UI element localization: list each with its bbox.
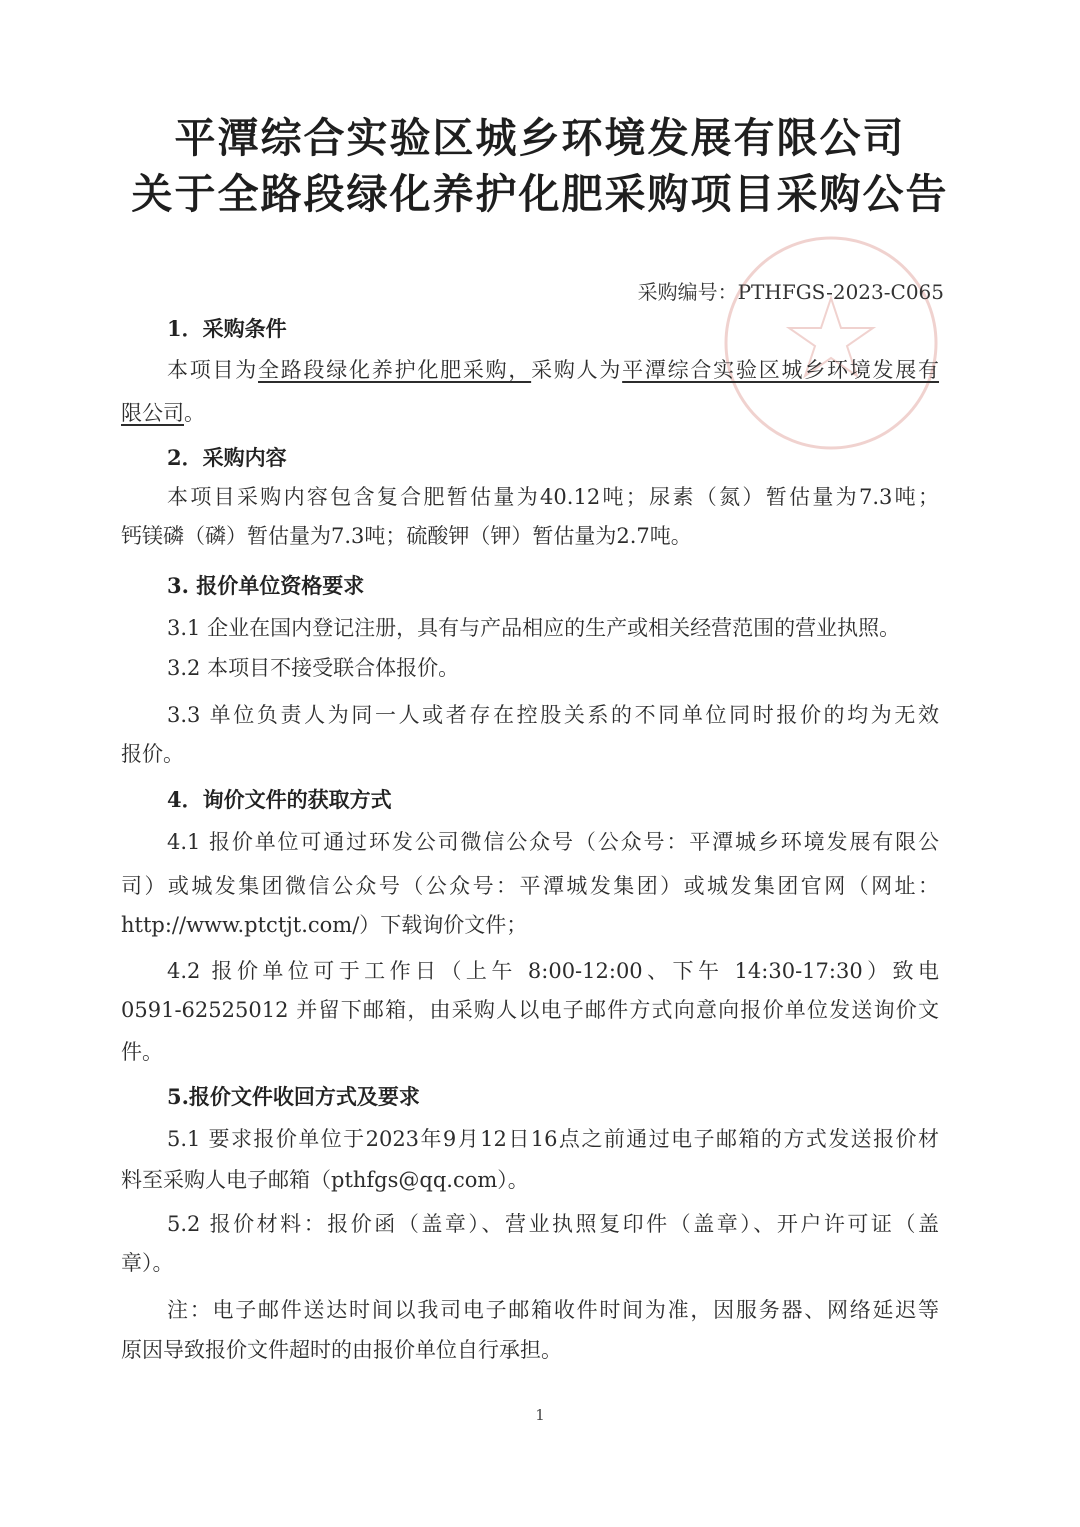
note-line-1: 注：电子邮件送达时间以我司电子邮箱收件时间为准，因服务器、网络延迟等 bbox=[167, 1298, 939, 1322]
section-4-item-2-line-3: 件。 bbox=[121, 1040, 163, 1064]
section-2-line-1: 本项目采购内容包含复合肥暂估量为40.12吨；尿素（氮）暂估量为7.3吨； bbox=[167, 485, 939, 509]
note-line-2: 原因导致报价文件超时的由报价单位自行承担。 bbox=[121, 1338, 562, 1362]
section-5-item-1-line-1: 5.1 要求报价单位于2023年9月12日16点之前通过电子邮箱的方式发送报价材 bbox=[167, 1127, 939, 1151]
section-5-item-1-line-2: 料至采购人电子邮箱（pthfgs@qq.com）。 bbox=[121, 1168, 529, 1192]
section-1-heading: 1．采购条件 bbox=[167, 316, 287, 341]
section-5-item-2-line-1: 5.2 报价材料：报价函（盖章）、营业执照复印件（盖章）、开户许可证（盖 bbox=[167, 1212, 939, 1236]
procurement-code: 采购编号：PTHFGS-2023-C065 bbox=[637, 280, 944, 304]
section-1-paragraph-line-1: 本项目为全路段绿化养护化肥采购，采购人为平潭综合实验区城乡环境发展有 bbox=[167, 358, 940, 382]
section-3-heading: 3. 报价单位资格要求 bbox=[167, 573, 365, 598]
section-1-paragraph-line-2: 限公司。 bbox=[121, 401, 205, 425]
section-5-item-2-line-2: 章）。 bbox=[121, 1251, 174, 1275]
section-3-item-3-line-1: 3.3 单位负责人为同一人或者存在控股关系的不同单位同时报价的均为无效 bbox=[167, 703, 939, 727]
document-title-line-1: 平潭综合实验区城乡环境发展有限公司 bbox=[174, 114, 906, 162]
section-4-item-2-line-1: 4.2 报价单位可于工作日（上午 8:00-12:00、下午 14:30-17:30）致电 bbox=[167, 959, 939, 983]
document-title-line-2: 关于全路段绿化养护化肥采购项目采购公告 bbox=[131, 170, 949, 218]
section-4-item-2-line-2: 0591-62525012 并留下邮箱，由采购人以电子邮件方式向意向报价单位发送询价文 bbox=[121, 998, 939, 1022]
section-5-heading: 5.报价文件收回方式及要求 bbox=[167, 1084, 420, 1109]
official-seal-stamp bbox=[716, 228, 946, 458]
section-2-line-2: 钙镁磷（磷）暂估量为7.3吨；硫酸钾（钾）暂估量为2.7吨。 bbox=[121, 524, 692, 548]
section-3-item-3-line-2: 报价。 bbox=[121, 742, 184, 766]
section-4-heading: 4．询价文件的获取方式 bbox=[167, 787, 392, 812]
section-3-item-1: 3.1 企业在国内登记注册，具有与产品相应的生产或相关经营范围的营业执照。 bbox=[167, 616, 901, 640]
page-number: 1 bbox=[535, 1406, 545, 1424]
section-3-item-2: 3.2 本项目不接受联合体报价。 bbox=[167, 656, 460, 680]
section-2-heading: 2．采购内容 bbox=[167, 445, 287, 470]
section-4-item-1-line-3: http://www.ptctjt.com/）下载询价文件； bbox=[121, 913, 528, 937]
section-4-item-1-line-1: 4.1 报价单位可通过环发公司微信公众号（公众号：平潭城乡环境发展有限公 bbox=[167, 830, 939, 854]
section-4-item-1-line-2: 司）或城发集团微信公众号（公众号：平潭城发集团）或城发集团官网（网址： bbox=[121, 874, 939, 898]
